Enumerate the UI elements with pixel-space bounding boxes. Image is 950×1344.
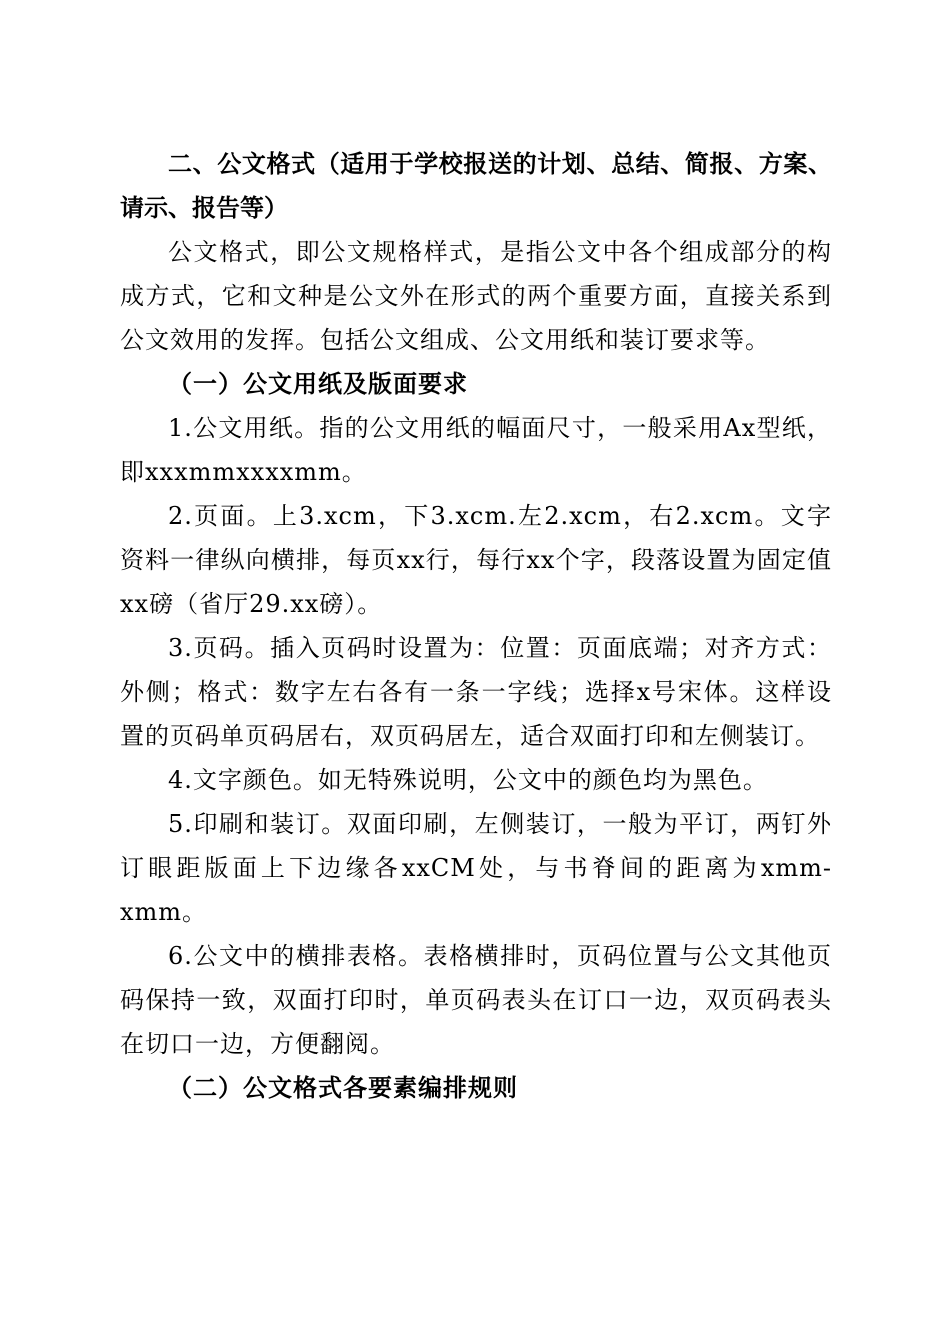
item-text-color: 4.文字颜色。如无特殊说明，公文中的颜色均为黑色。 <box>168 766 768 794</box>
item-paper-size: 1.公文用纸。指的公文用纸的幅面尺寸，一般采用Ax型纸，即xxxmmxxxxmm。 <box>120 414 832 486</box>
item-printing-binding: 5.印刷和装订。双面印刷，左侧装订，一般为平订，两钉外订眼距版面上下边缘各xxCM处，与书脊间的距离为xmm-xmm。 <box>120 810 832 926</box>
intro-paragraph: 公文格式，即公文规格样式，是指公文中各个组成部分的构成方式，它和文种是公文外在形式的两个重要方面，直接关系到公文效用的发挥。包括公文组成、公文用纸和装订要求等。 <box>120 238 832 354</box>
item-page-number: 3.页码。插入页码时设置为：位置：页面底端；对齐方式：外侧；格式：数字左右各有一条一字线；选择x号宋体。这样设置的页码单页码居右，双页码居左，适合双面打印和左侧装订。 <box>120 634 832 750</box>
item-page-margins: 2.页面。上3.xcm，下3.xcm.左2.xcm，右2.xcm。文字资料一律纵向横排，每页xx行，每行xx个字，段落设置为固定值xx磅（省厅29.xx磅）。 <box>120 502 832 618</box>
main-heading: 二、公文格式（适用于学校报送的计划、总结、简报、方案、请示、报告等） <box>120 150 832 222</box>
section-1-title: （一）公文用纸及版面要求 <box>168 369 468 398</box>
document-body <box>120 142 832 1110</box>
item-horizontal-table: 6.公文中的横排表格。表格横排时，页码位置与公文其他页码保持一致，双面打印时，单页码表头在订口一边，双页码表头在切口一边，方便翻阅。 <box>120 942 832 1058</box>
section-2-title: （二）公文格式各要素编排规则 <box>168 1073 518 1102</box>
